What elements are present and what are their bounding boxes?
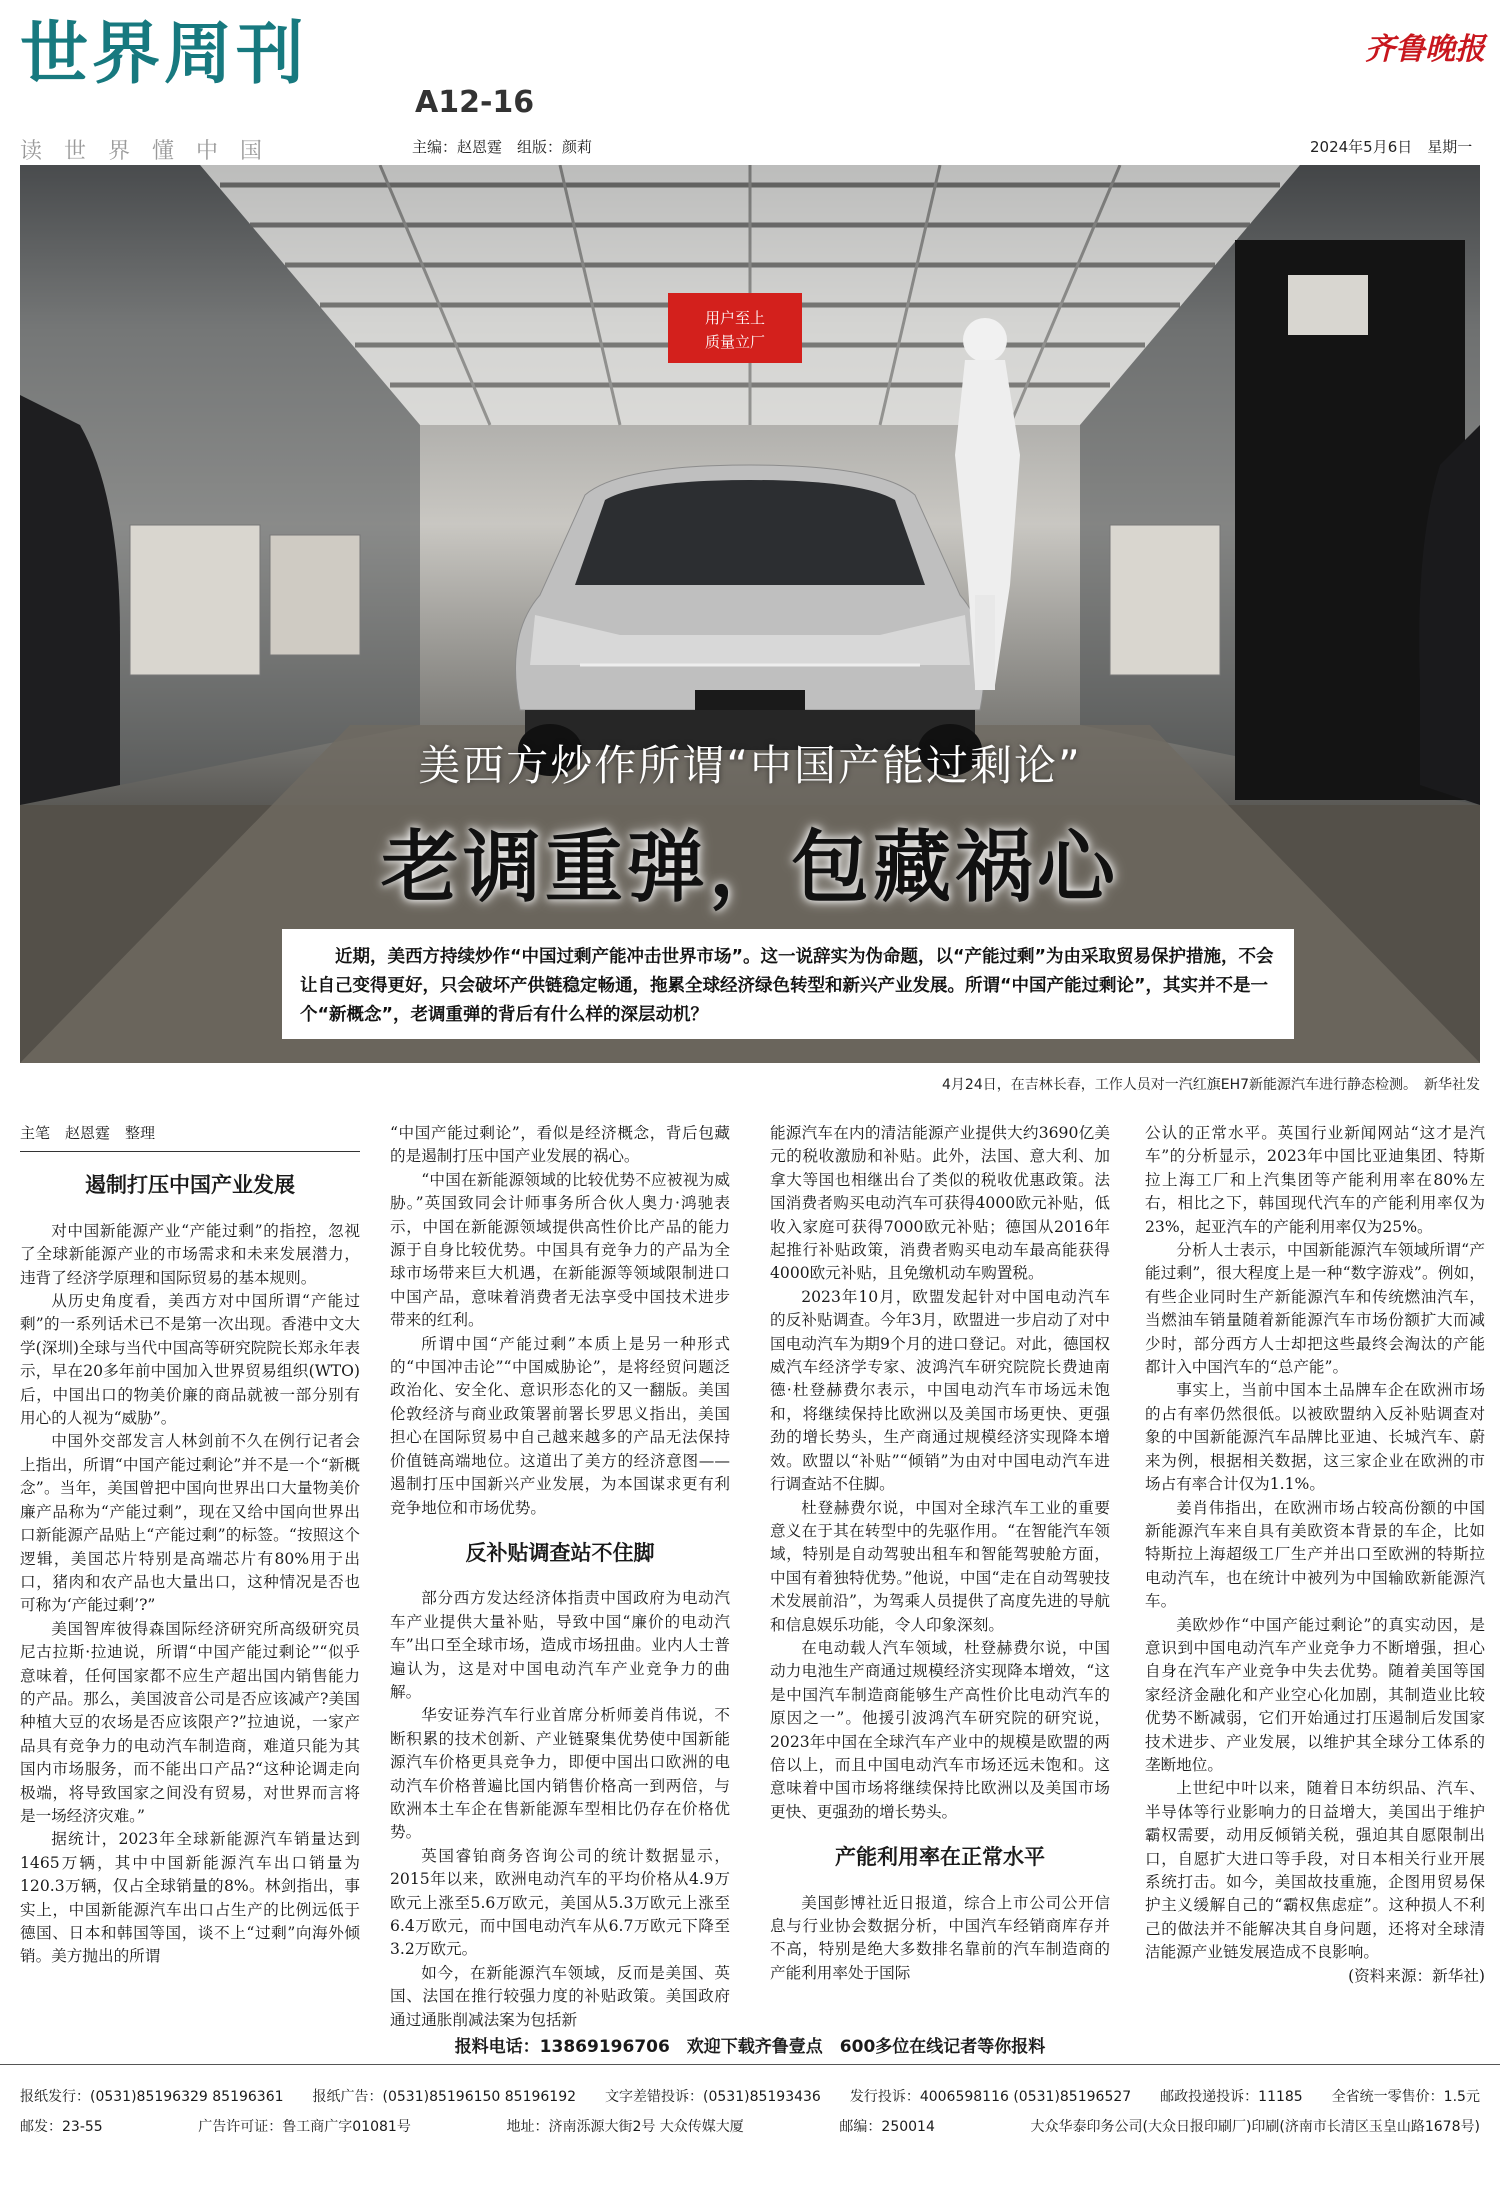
article-column-4 [1145,1122,1485,1988]
tip-hotline: 报料电话：13869196706 欢迎下载齐鲁壹点 600多位在线记者等你报料 [454,2037,1046,2057]
paragraph: 美国智库彼得森国际经济研究所高级研究员尼古拉斯·拉迪说，所谓“中国产能过剩论”“似乎意味着，任何国家都不应生产超出国内销售能力的产品。那么，美国波音公司是否应该减产?美国种植大豆的农场是否应该限产?”拉迪说，一家产品具有竞争力的电动汽车制造商，难道只能为其国内市场服务，而不能出口产品?“这种论调走向极端，将导致国家之间没有贸易，对世界而言将是一场经济灾难。” [20,1619,360,1825]
paragraph: 美国彭博社近日报道，综合上市公司公开信息与行业协会数据分析，中国汽车经销商库存并不高，特别是绝大多数排名靠前的汽车制造商的产能利用率处于国际 [770,1893,1110,1982]
paragraph: 所谓中国“产能过剩”本质上是另一种形式的“中国冲击论”“中国威胁论”，是将经贸问题泛政治化、安全化、意识形态化的又一翻版。美国伦敦经济与商业政策署前署长罗思义指出，美国担心在国际贸易中自己越来越多的产品无法保持价值链高端地位。这道出了美方的经济意图——遏制打压中国新兴产业发展，为本国谋求更有利竞争地位和市场优势。 [390,1334,730,1517]
newspaper-logo: 齐鲁晚报 [1365,32,1485,67]
paragraph: 如今，在新能源汽车领域，反而是美国、英国、法国在推行较强力度的补贴政策。美国政府通过通胀削减法案为包括新 [390,1963,730,2029]
footer-item: 文字差错投诉：(0531)85193436 [605,2089,821,2105]
paragraph: “中国产能过剩论”，看似是经济概念，背后包藏的是遏制打压中国产业发展的祸心。 [390,1124,730,1166]
section-slogan: 读世界懂中国 [20,139,285,164]
photo-caption: 4月24日，在吉林长春，工作人员对一汽红旗EH7新能源汽车进行静态检测。 新华社发 [942,1077,1480,1093]
factory-sign-line2: 质量立厂 [704,333,766,351]
byline: 主笔 赵恩霆 整理 [20,1122,360,1152]
factory-sign-line1: 用户至上 [704,309,766,327]
paragraph: 美欧炒作“中国产能过剩论”的真实动因，是意识到中国电动汽车产业竞争力不断增强，担心自身在汽车产业竞争中失去优势。随着美国等国家经济金融化和产业空心化加剧，其制造业比较优势不断减弱，它们开始通过打压遏制后发国家技术进步、产业发展，以维护其全球分工体系的垄断地位。 [1145,1615,1485,1774]
footer-item: 大众华泰印务公司(大众日报印刷厂)印刷(济南市长清区玉皇山路1678号) [1030,2119,1480,2135]
paragraph: 2023年10月，欧盟发起针对中国电动汽车的反补贴调查。今年3月，欧盟进一步启动了对中国电动汽车为期9个月的进口登记。对此，德国权威汽车经济学专家、波鸿汽车研究院院长费迪南德·杜登赫费尔表示，中国电动汽车市场远未饱和，将继续保持比欧洲以及美国市场更快、更强劲的增长势头，生产商通过规模经济实现降本增效。欧盟以“补贴”“倾销”为由对中国电动汽车进行调查站不住脚。 [770,1287,1110,1494]
article-headline: 老调重弹，包藏祸心 [380,822,1119,913]
paragraph: 中国外交部发言人林剑前不久在例行记者会上指出，所谓“中国产能过剩论”并不是一个“新概念”。当年，美国曾把中国向世界出口大量物美价廉产品称为“产能过剩”，现在又给中国向世界出口新能源产品贴上“产能过剩”的标签。“按照这个逻辑，美国芯片特别是高端芯片有80%用于出口，猪肉和农产品也大量出口，这种情况是否也可称为‘产能过剩’?” [20,1432,360,1615]
article-kicker: 美西方炒作所谓“中国产能过剩论” [418,741,1082,790]
article-lede: 近期，美西方持续炒作“中国过剩产能冲击世界市场”。这一说辞实为伪命题，以“产能过剩”为由采取贸易保护措施，不会让自己变得更好，只会破坏产供链稳定畅通，拖累全球经济绿色转型和新兴产业发展。所谓“中国产能过剩论”，其实并不是一个“新概念”，老调重弹的背后有什么样的深层动机？ [282,929,1294,1039]
subheading-3: 产能利用率在正常水平 [835,1845,1045,1870]
footer-item: 邮政投递投诉：11185 [1160,2089,1303,2105]
lead-photo [20,165,1480,1063]
article-column-3 [770,1122,1110,1985]
article-column-1 [20,1122,360,1969]
page-range: A12-16 [415,85,535,120]
footer-contacts-row-1 [20,2086,1480,2106]
footer-item: 报纸广告：(0531)85196150 85196192 [312,2089,577,2105]
paragraph: 据统计，2023年全球新能源汽车销量达到1465万辆，其中中国新能源汽车出口销量为120.3万辆，仅占全球销量的8%。林剑指出，事实上，中国新能源汽车出口占生产的比例远低于德国、日本和韩国等国，谈不上“过剩”向海外倾销。美方抛出的所谓 [20,1830,360,1966]
masthead [0,0,1500,164]
source-credit: (资料来源：新华社) [1348,1966,1485,1985]
footer-item: 全省统一零售价：1.5元 [1331,2089,1480,2105]
paragraph: “中国在新能源领域的比较优势不应被视为威胁。”英国致同会计师事务所合伙人奥力·鸿驰表示，中国在新能源领域提供高性价比产品的能力源于自身比较优势。中国具有竞争力的产品为全球市场带来巨大机遇，在新能源等领域限制进口中国产品，意味着消费者无法享受中国技术进步带来的红利。 [390,1170,730,1330]
page-footer [0,2024,1500,2202]
footer-item: 邮编：250014 [839,2119,935,2135]
paragraph: 从历史角度看，美西方对中国所谓“产能过剩”的一系列话术已不是第一次出现。香港中文大学(深圳)全球与当代中国高等研究院院长郑永年表示，早在20多年前中国加入世界贸易组织(WTO)后，中国出口的物美价廉的商品就被一部分别有用心的人视为“威胁”。 [20,1292,360,1428]
footer-item: 邮发：23-55 [20,2119,103,2135]
paragraph: 分析人士表示，中国新能源汽车领域所谓“产能过剩”，很大程度上是一种“数字游戏”。例如，有些企业同时生产新能源汽车和传统燃油汽车，当燃油车销量随着新能源汽车市场份额扩大而减少时，部分西方人士却把这些最终会淘汰的产能都计入中国汽车的“总产能”。 [1145,1241,1485,1377]
article-column-2 [390,1122,730,2032]
paragraph: 能源汽车在内的清洁能源产业提供大约3690亿美元的税收激励和补贴。此外，法国、意大利、加拿大等国也相继出台了类似的税收优惠政策。法国消费者购买电动汽车可获得4000欧元补贴，低收入家庭可获得7000欧元补贴；德国从2016年起推行补贴政策，消费者购买电动车最高能获得4000欧元补贴，且免缴机动车购置税。 [770,1124,1110,1283]
footer-contacts-row-2 [20,2116,1480,2136]
paragraph: 华安证券汽车行业首席分析师姜肖伟说，不断积累的技术创新、产业链聚集优势使中国新能源汽车价格更具竞争力，即便中国出口欧洲的电动汽车价格普遍比国内销售价格高一到两倍，与欧洲本土车企在售新能源车型相比仍存在价格优势。 [390,1706,730,1842]
editor-credits: 主编：赵恩霆 组版：颜莉 [412,138,593,156]
section-title: 世界周刊 [20,14,309,94]
footer-item: 报纸发行：(0531)85196329 85196361 [20,2089,284,2105]
footer-item: 地址：济南泺源大街2号 大众传媒大厦 [506,2119,744,2135]
footer-item: 发行投诉：4006598116 (0531)85196527 [849,2089,1132,2105]
paragraph: 杜登赫费尔说，中国对全球汽车工业的重要意义在于其在转型中的先驱作用。“在智能汽车领域，特别是自动驾驶出租车和智能驾驶舱方面，中国有着独特优势。”他说，中国“走在自动驾驶技术发展前沿”，为驾乘人员提供了高度先进的导航和信息娱乐功能，令人印象深刻。 [770,1498,1110,1634]
paragraph: 事实上，当前中国本土品牌车企在欧洲市场的占有率仍然很低。以被欧盟纳入反补贴调查对象的中国新能源汽车品牌比亚迪、长城汽车、蔚来为例，根据相关数据，这三家企业在欧洲的市场占有率合计仅为1.1%。 [1145,1381,1485,1494]
paragraph: 在电动载人汽车领域，杜登赫费尔说，中国动力电池生产商通过规模经济实现降本增效，“这是中国汽车制造商能够生产高性价比电动汽车的原因之一”。他援引波鸿汽车研究院的研究说，2023年中国在全球汽车产业中的规模是欧盟的两倍以上，而且中国电动汽车市场还远未饱和。这意味着中国市场将继续保持比欧洲以及美国市场更快、更强劲的增长势头。 [770,1638,1110,1821]
footer-item: 广告许可证：鲁工商广字01081号 [198,2119,411,2135]
footer-divider [0,2064,1500,2065]
subheading-2: 反补贴调查站不住脚 [465,1540,655,1565]
paragraph: 对中国新能源产业“产能过剩”的指控，忽视了全球新能源产业的市场需求和未来发展潜力，违背了经济学原理和国际贸易的基本规则。 [20,1221,360,1287]
paragraph: 部分西方发达经济体指责中国政府为电动汽车产业提供大量补贴，导致中国“廉价的电动汽车”出口至全球市场，造成市场扭曲。业内人士普遍认为，这是对中国电动汽车产业竞争力的曲解。 [390,1589,730,1701]
paragraph: 姜肖伟指出，在欧洲市场占较高份额的中国新能源汽车来自具有美欧资本背景的车企，比如特斯拉上海超级工厂生产并出口至欧洲的特斯拉电动汽车，也在统计中被列为中国输欧新能源汽车。 [1145,1498,1485,1611]
paragraph: 公认的正常水平。英国行业新闻网站“这才是汽车”的分析显示，2023年中国比亚迪集团、特斯拉上海工厂和上汽集团等产能利用率在80%左右，相比之下，韩国现代汽车的产能利用率仅为23%，起亚汽车的产能利用率仅为25%。 [1145,1124,1485,1236]
paragraph: 英国睿铂商务咨询公司的统计数据显示，2015年以来，欧洲电动汽车的平均价格从4.9万欧元上涨至5.6万欧元，美国从5.3万欧元上涨至6.4万欧元，而中国电动汽车从6.7万欧元下降至3.2万欧元。 [390,1846,730,1959]
issue-date: 2024年5月6日 星期一 [1310,138,1473,156]
subheading-1: 遏制打压中国产业发展 [85,1173,295,1198]
paragraph: 上世纪中叶以来，随着日本纺织品、汽车、半导体等行业影响力的日益增大，美国出于维护霸权需要，动用反倾销关税，强迫其自愿限制出口，自愿扩大进口等手段，对日本相关行业开展系统打击。如今，美国故技重施，企图用贸易保护主义缓解自己的“霸权焦虑症”。这种损人不利己的做法并不能解决其自身问题，还将对全球清洁能源产业链发展造成不良影响。 [1145,1779,1485,1962]
